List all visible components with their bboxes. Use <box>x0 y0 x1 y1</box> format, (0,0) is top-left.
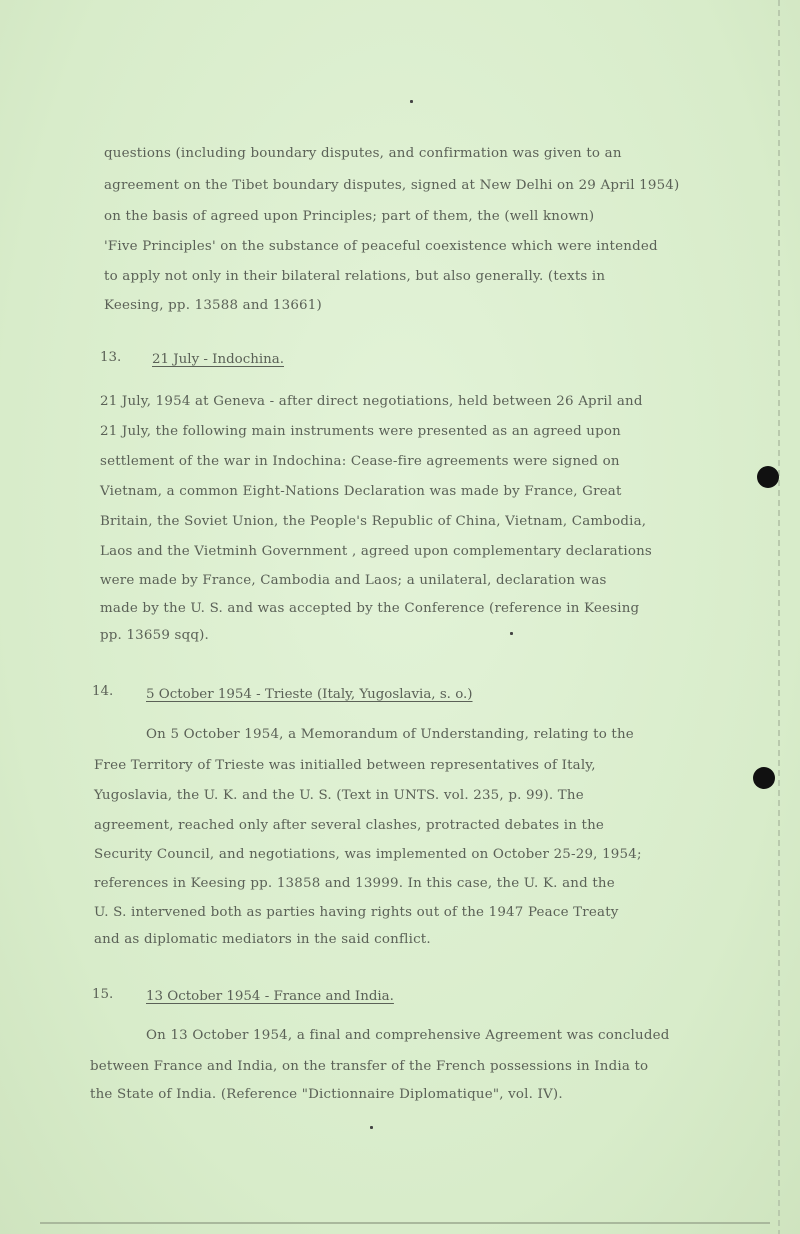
text-line: on the basis of agreed upon Principles; part of them, the (well known) <box>104 209 595 224</box>
text-line: 21 July, 1954 at Geneva - after direct negotiations, held between 26 April and <box>100 394 643 409</box>
text-line: between France and India, on the transfer of the French possessions in India to <box>90 1059 649 1074</box>
text-line: U. S. intervened both as parties having rights out of the 1947 Peace Treaty <box>94 905 619 920</box>
text-line: 'Five Principles' on the substance of peaceful coexistence which were intended <box>104 239 658 254</box>
text-line: Vietnam, a common Eight-Nations Declaration was made by France, Great <box>100 484 622 499</box>
punch-hole-bottom <box>753 767 775 789</box>
punch-hole-top <box>757 466 779 488</box>
text-line: were made by France, Cambodia and Laos; a unilateral, declaration was <box>100 573 607 588</box>
text-line: and as diplomatic mediators in the said conflict. <box>94 932 431 947</box>
section-number: 14. <box>92 684 114 699</box>
section-title: 21 July - Indochina. <box>152 352 284 367</box>
text-line: agreement on the Tibet boundary disputes, signed at New Delhi on 29 April 1954) <box>104 178 680 193</box>
text-line: made by the U. S. and was accepted by the Conference (reference in Keesing <box>100 601 640 616</box>
section-title: 13 October 1954 - France and India. <box>146 989 394 1004</box>
ink-mark <box>410 100 413 103</box>
text-line: Britain, the Soviet Union, the People's Republic of China, Vietnam, Cambodia, <box>100 514 647 529</box>
text-line: On 13 October 1954, a final and comprehensive Agreement was concluded <box>146 1028 670 1043</box>
section-title: 5 October 1954 - Trieste (Italy, Yugoslavia, s. o.) <box>146 687 473 702</box>
text-line: Yugoslavia, the U. K. and the U. S. (Text in UNTS. vol. 235, p. 99). The <box>94 788 584 803</box>
text-line: Keesing, pp. 13588 and 13661) <box>104 298 322 313</box>
text-line: pp. 13659 sqq). <box>100 628 210 643</box>
text-line: to apply not only in their bilateral relations, but also generally. (texts in <box>104 269 606 284</box>
text-line: Security Council, and negotiations, was implemented on October 25-29, 1954; <box>94 847 642 862</box>
text-line: On 5 October 1954, a Memorandum of Understanding, relating to the <box>146 727 634 742</box>
ink-mark <box>370 1126 373 1129</box>
text-line: references in Keesing pp. 13858 and 13999. In this case, the U. K. and the <box>94 876 615 891</box>
text-line: 21 July, the following main instruments were presented as an agreed upon <box>100 424 621 439</box>
section-number: 15. <box>92 987 114 1002</box>
section-number: 13. <box>100 350 122 365</box>
text-line: settlement of the war in Indochina: Cease-fire agreements were signed on <box>100 454 620 469</box>
page-edge-right <box>778 0 780 1234</box>
page-edge-bottom <box>40 1222 770 1224</box>
text-line: questions (including boundary disputes, and confirmation was given to an <box>104 146 622 161</box>
text-line: Free Territory of Trieste was initialled between representatives of Italy, <box>94 758 596 773</box>
ink-mark <box>510 632 513 635</box>
text-line: Laos and the Vietminh Government , agreed upon complementary declarations <box>100 544 652 559</box>
text-line: agreement, reached only after several clashes, protracted debates in the <box>94 818 605 833</box>
text-line: the State of India. (Reference "Dictionnaire Diplomatique", vol. IV). <box>90 1087 563 1102</box>
